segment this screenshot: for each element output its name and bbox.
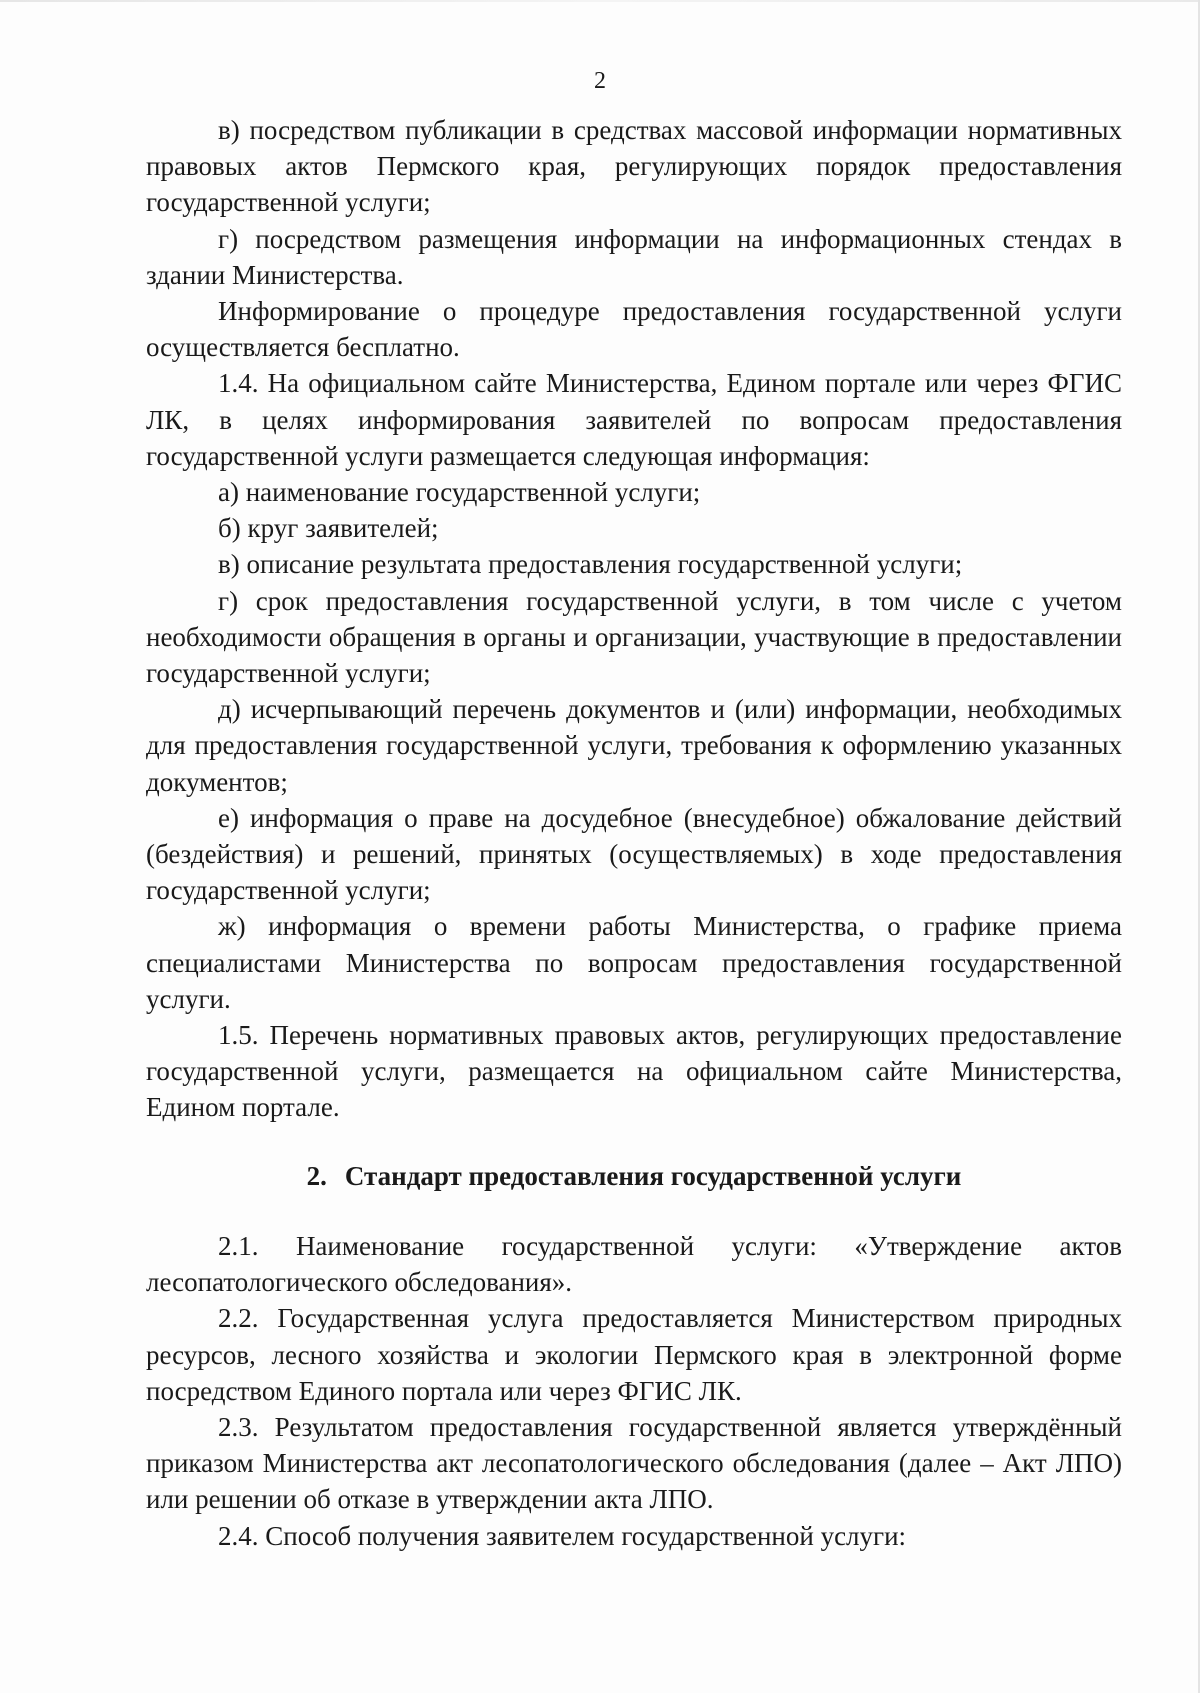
list-item-v: в) описание результата предоставления государственной услуги; bbox=[218, 549, 963, 580]
paragraph-informing-free: Информирование о процедуре предоставления государственной услуги осуществляется бесплатно. bbox=[146, 296, 1122, 363]
list-item-b: б) круг заявителей; bbox=[218, 513, 439, 544]
section2-heading bbox=[146, 1158, 1122, 1194]
section2-text bbox=[146, 1228, 1122, 1554]
paragraph-2-1: 2.1. Наименование государственной услуги: «Утверждение актов лесопатологического обследования». bbox=[146, 1231, 1122, 1298]
paragraph-1-4: 1.4. На официальном сайте Министерства, Едином портале или через ФГИС ЛК, в целях информирования заявителей по вопросам предоставления государственной услуги размещается следующая информация: bbox=[146, 368, 1122, 471]
page-number: 2 bbox=[594, 68, 606, 94]
list-item-zh: ж) информация о времени работы Министерства, о графике приема специалистами Министерства по вопросам предоставления государственной услуги. bbox=[146, 911, 1122, 1014]
paragraph-1g: г) посредством размещения информации на информационных стендах в здании Министерства. bbox=[146, 223, 1122, 290]
paragraph-2-2: 2.2. Государственная услуга предоставляется Министерством природных ресурсов, лесного хозяйства и экологии Пермского края в электронной форме посредством Единого портала или через ФГИС ЛК. bbox=[146, 1303, 1122, 1406]
list-item-a: а) наименование государственной услуги; bbox=[218, 477, 701, 508]
list-item-g: г) срок предоставления государственной услуги, в том числе с учетом необходимости обращения в органы и организации, участвующие в предоставлении государственной услуги; bbox=[146, 585, 1122, 689]
paragraph-2-4: 2.4. Способ получения заявителем государственной услуги: bbox=[218, 1520, 907, 1551]
list-item-e: е) информация о праве на досудебное (внесудебное) обжалование действий (бездействия) и решений, принятых (осуществляемых) в ходе предоставления государственной услуги; bbox=[146, 802, 1122, 906]
paragraph-1v: в) посредством публикации в средствах массовой информации нормативных правовых актов Пермского края, регулирующих порядок предоставления государственной услуги; bbox=[146, 115, 1122, 218]
paragraph-1-5: 1.5. Перечень нормативных правовых актов, регулирующих предоставление государственной услуги, размещается на официальном сайте Министерства, Едином портале. bbox=[146, 1020, 1122, 1123]
section1-text bbox=[146, 112, 1122, 1126]
section2-heading-title: Стандарт предоставления государственной услуги bbox=[344, 1161, 962, 1191]
section2-heading-number: 2. bbox=[306, 1161, 327, 1191]
paragraph-2-3: 2.3. Результатом предоставления государственной является утверждённый приказом Министерства акт лесопатологического обследования (далее – Акт ЛПО) или решении об отказе в утверждении акта ЛПО. bbox=[146, 1412, 1122, 1515]
list-item-d: д) исчерпывающий перечень документов и (или) информации, необходимых для предоставления государственной услуги, требования к оформлению указанных документов; bbox=[146, 694, 1122, 797]
scan-edge-top bbox=[0, 0, 1200, 2]
